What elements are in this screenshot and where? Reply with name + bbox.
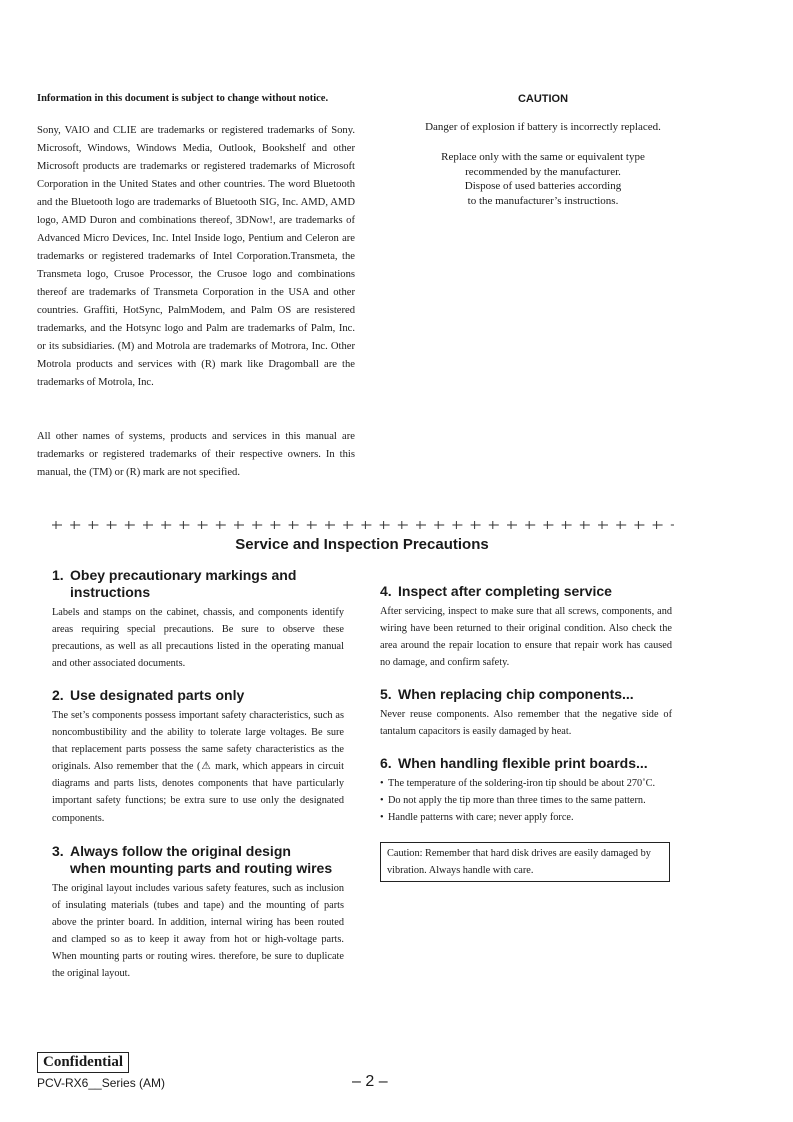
list-item-text: The temperature of the soldering-iron tip should be about 270˚C.	[388, 778, 656, 789]
precaution-heading	[380, 755, 672, 772]
precaution-heading-line1: When replacing chip components...	[398, 686, 634, 702]
precaution-number: 2.	[52, 687, 64, 703]
bullet-list	[380, 775, 672, 826]
model-name: PCV-RX6__Series (AM)	[37, 1076, 166, 1090]
precaution-number: 6.	[380, 755, 392, 771]
bullet-icon: •	[380, 795, 384, 807]
precaution-item-1	[52, 567, 344, 672]
list-item	[380, 792, 672, 809]
precaution-body: The set’s components possess important safety characteristics, such as noncombustibility and the ability to tolerate large voltages. Be sure that replacement parts possess the same safety characteristics as the originals. Also remember that the (⚠ mark, which appears in circuit diagrams and parts lists, denotes components that have particularly important safety functions; be extra sure to use only the designated components.	[52, 710, 344, 824]
confidential-label: Confidential	[37, 1052, 129, 1073]
cross-divider	[52, 519, 674, 531]
caution-title: CAUTION	[517, 93, 569, 105]
bullet-icon: •	[380, 812, 384, 824]
caution-explosion-warning: Danger of explosion if battery is incorrectly replaced.	[425, 121, 661, 133]
precaution-body: Never reuse components. Also remember that the negative side of tantalum capacitors is easily damaged by heat.	[380, 709, 672, 738]
precaution-item-3	[52, 843, 344, 983]
precaution-number: 5.	[380, 686, 392, 702]
list-item	[380, 775, 672, 792]
list-item	[380, 809, 672, 826]
section-title: Service and Inspection Precautions	[235, 536, 489, 553]
precaution-heading	[52, 567, 344, 601]
precaution-body: The original layout includes various safety features, such as inclusion of insulating materials (tubes and tape) and the mounting of parts above the printer board. In addition, internal wiring has been routed and clamped so as to keep it away from hot or high-voltage parts. When mounting parts or routing wires. therefore, be sure to duplicate the original layout.	[52, 883, 344, 980]
hdd-caution-box: Caution: Remember that hard disk drives are easily damaged by vibration. Always handle with care.	[380, 842, 670, 882]
caution-line: Replace only with the same or equivalent type	[441, 151, 645, 163]
precaution-number: 3.	[52, 843, 64, 859]
caution-line: Dispose of used batteries according	[464, 180, 622, 192]
caution-line: recommended by the manufacturer.	[465, 165, 621, 178]
precaution-item-6	[380, 755, 672, 826]
precaution-item-5	[380, 686, 672, 740]
list-item-text: Handle patterns with care; never apply force.	[388, 812, 574, 824]
precaution-number: 4.	[380, 583, 392, 599]
precaution-heading	[380, 583, 672, 600]
trademark-paragraph: Sony, VAIO and CLIE are trademarks or registered trademarks of Sony. Microsoft, Windows, Windows Media, Outlook, Bookshelf and other Microsoft products are trademarks or registered trademarks of Microsoft Corporation in the United States and other countries. The word Bluetooth and the Bluetooth logo are trademarks of Bluetooth SIG, Inc. AMD, AMD logo, AMD Duron and combinations thereof, 3DNow!, are trademarks of Advanced Micro Devices, Inc. Intel Inside logo, Pentium and Celeron are trademarks or registered trademarks of Intel Corporation.Transmeta, the Transmeta logo, Crusoe Processor, the Crusoe logo and combinations thereof are trademarks of Transmeta Corporation in the USA and other countries. Graffiti, HotSync, PalmModem, and Palm OS are resistered trademarks, and the Hotsync logo and Palm are trademarks of Palm, Inc. or its subsidiaries. (M) and Motrola are trademarks of Motrora, Inc. Other Motrola products and services with (R) mark like Dragomball are the trademarks of Motrola, Inc.	[37, 125, 355, 388]
precaution-body: After servicing, inspect to make sure that all screws, components, and wiring have been returned to their original condition. Also check the area around the repair location to ensure that repair work has caused no damage, and confirm safety.	[380, 606, 672, 669]
other-names-paragraph: All other names of systems, products and services in this manual are trademarks or registered trademarks of their respective owners. In this manual, the (TM) or (R) mark are not specified.	[37, 431, 355, 478]
precaution-heading-line2: when mounting parts and routing wires	[70, 860, 333, 876]
precaution-body: Labels and stamps on the cabinet, chassis, and components identify areas requiring special precautions. Be sure to observe these precautions, as well as all precautions listed in the operating manual and other associated documents.	[52, 607, 344, 670]
precaution-heading	[52, 687, 344, 704]
precaution-item-4	[380, 583, 672, 671]
precaution-heading-line1: When handling flexible print boards...	[398, 755, 648, 771]
caution-line: to the manufacturer’s instructions.	[467, 194, 619, 207]
bullet-icon: •	[380, 778, 384, 789]
notice-heading: Information in this document is subject to change without notice.	[37, 93, 329, 104]
precaution-number: 1.	[52, 567, 64, 583]
precaution-heading-line2: instructions	[70, 584, 151, 600]
list-item-text: Do not apply the tip more than three times to the same pattern.	[388, 795, 646, 807]
precaution-heading-line1: Obey precautionary markings and	[70, 567, 297, 583]
caution-replacement-instructions	[380, 150, 706, 208]
page-number: – 2 –	[352, 1073, 388, 1090]
precaution-heading-line1: Always follow the original design	[70, 843, 291, 859]
precaution-item-2	[52, 687, 344, 827]
precaution-heading-line1: Inspect after completing service	[398, 583, 612, 599]
precaution-heading	[380, 686, 672, 703]
precaution-heading	[52, 843, 344, 877]
precaution-heading-line1: Use designated parts only	[70, 687, 245, 703]
